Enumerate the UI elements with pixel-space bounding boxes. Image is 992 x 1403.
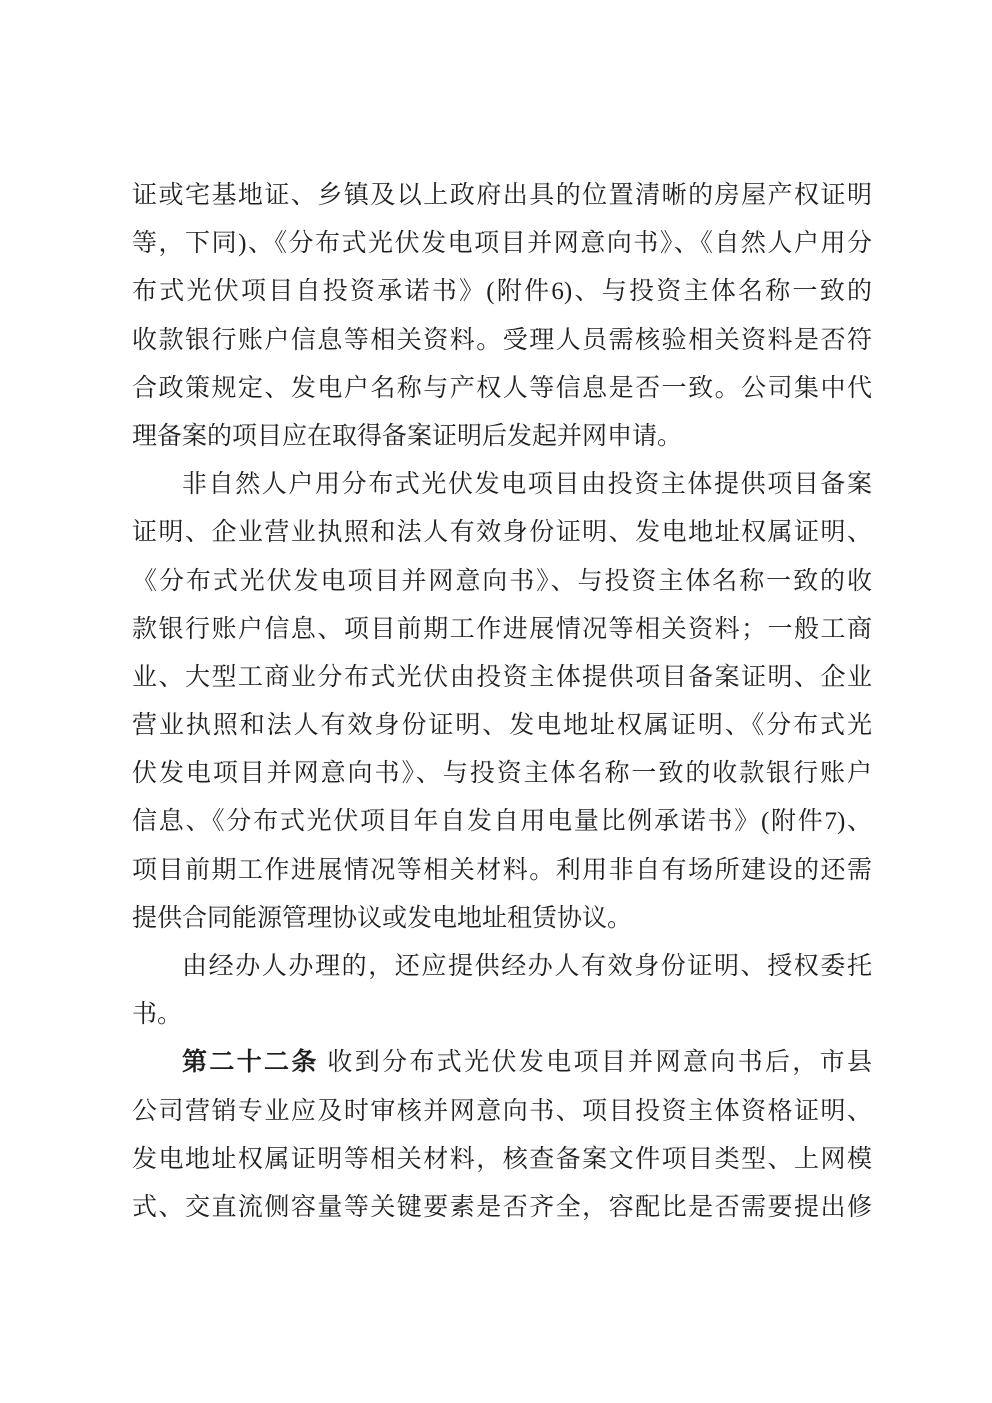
text-segment: 营业执照和法人有效身份证明、发电地址权属证明、《分布式光 bbox=[132, 712, 872, 740]
text-line bbox=[132, 943, 872, 991]
text-segment: 业、大型工商业分布式光伏由投资主体提供项目备案证明、企业 bbox=[132, 663, 872, 691]
document-text-block bbox=[132, 172, 872, 1232]
text-line bbox=[132, 654, 872, 702]
text-segment: 公司营销专业应及时审核并网意向书、项目投资主体资格证明、 bbox=[132, 1097, 872, 1125]
text-segment: 收到分布式光伏发电项目并网意向书后，市县 bbox=[318, 1049, 872, 1077]
text-line bbox=[132, 220, 872, 268]
paragraph bbox=[132, 461, 872, 943]
text-line bbox=[132, 895, 872, 943]
text-line bbox=[132, 847, 872, 895]
text-line bbox=[132, 365, 872, 413]
text-line bbox=[132, 509, 872, 557]
text-segment: 理备案的项目应在取得备案证明后发起并网申请。 bbox=[132, 422, 683, 450]
paragraph bbox=[132, 1039, 872, 1232]
text-line bbox=[132, 1039, 872, 1087]
text-line bbox=[132, 461, 872, 509]
text-segment: 布式光伏项目自投资承诺书》(附件6)、与投资主体名称一致的 bbox=[132, 278, 872, 306]
paragraph bbox=[132, 172, 872, 461]
text-line bbox=[132, 991, 872, 1039]
text-segment: 非自然人户用分布式光伏发电项目由投资主体提供项目备案 bbox=[182, 471, 872, 499]
text-line bbox=[132, 268, 872, 316]
text-line bbox=[132, 750, 872, 798]
text-segment: 发电地址权属证明等相关材料，核查备案文件项目类型、上网模 bbox=[132, 1145, 872, 1173]
text-segment: 等，下同)、《分布式光伏发电项目并网意向书》、《自然人户用分 bbox=[132, 230, 872, 258]
text-line bbox=[132, 317, 872, 365]
text-line bbox=[132, 1088, 872, 1136]
text-segment: 证明、企业营业执照和法人有效身份证明、发电地址权属证明、 bbox=[132, 519, 872, 547]
paragraph bbox=[132, 943, 872, 1039]
text-segment: 项目前期工作进展情况等相关材料。利用非自有场所建设的还需 bbox=[132, 856, 872, 884]
text-segment: 由经办人办理的，还应提供经办人有效身份证明、授权委托 bbox=[182, 953, 872, 980]
text-segment: 证或宅基地证、乡镇及以上政府出具的位置清晰的房屋产权证明 bbox=[132, 182, 872, 209]
text-line bbox=[132, 558, 872, 606]
text-segment: 伏发电项目并网意向书》、与投资主体名称一致的收款银行账户 bbox=[132, 760, 872, 788]
text-segment: 书。 bbox=[132, 1001, 183, 1029]
text-segment: 式、交直流侧容量等关键要素是否齐全，容配比是否需要提出修 bbox=[132, 1193, 872, 1221]
text-line bbox=[132, 1136, 872, 1184]
text-segment: 《分布式光伏发电项目并网意向书》、与投资主体名称一致的收 bbox=[132, 567, 872, 595]
text-line bbox=[132, 798, 872, 846]
text-segment: 款银行账户信息、项目前期工作进展情况等相关资料；一般工商 bbox=[132, 615, 872, 643]
text-line bbox=[132, 413, 872, 461]
text-line bbox=[132, 1184, 872, 1232]
text-segment: 信息、《分布式光伏项目年自发自用电量比例承诺书》(附件7)、 bbox=[132, 808, 872, 836]
text-segment: 收款银行账户信息等相关资料。受理人员需核验相关资料是否符 bbox=[132, 326, 872, 354]
text-line bbox=[132, 172, 872, 220]
text-line bbox=[132, 606, 872, 654]
text-segment: 合政策规定、发电户名称与产权人等信息是否一致。公司集中代 bbox=[132, 374, 872, 402]
text-segment: 提供合同能源管理协议或发电地址租赁协议。 bbox=[132, 904, 633, 932]
article-number: 第二十二条 bbox=[182, 1049, 319, 1077]
text-line bbox=[132, 702, 872, 750]
